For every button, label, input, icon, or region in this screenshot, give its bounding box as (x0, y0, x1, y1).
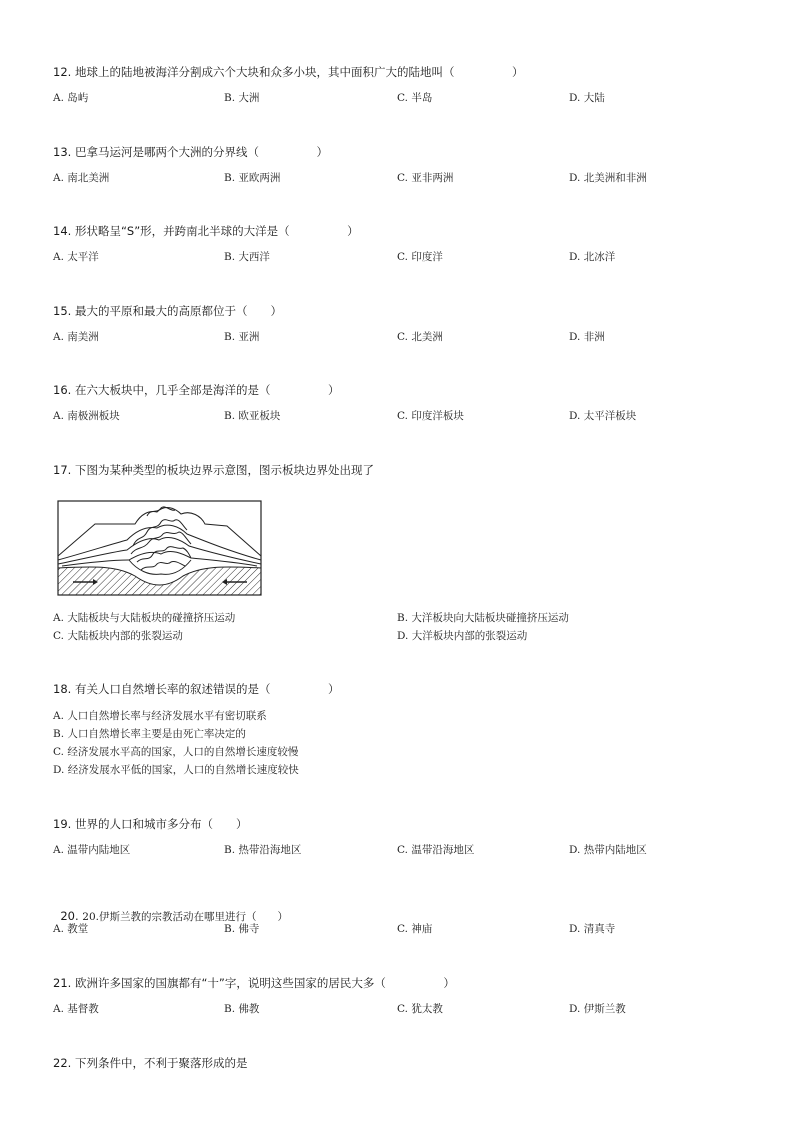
question-17-stem: 17. 下图为某种类型的板块边界示意图，图示板块边界处出现了 (53, 463, 374, 477)
q19-option-d[interactable]: D. 热带内陆地区 (569, 844, 647, 856)
q15-option-c[interactable]: C. 北美洲 (397, 331, 443, 343)
question-22-stem: 22. 下列条件中，不利于聚落形成的是 (53, 1056, 248, 1070)
q17-option-b[interactable]: B. 大洋板块向大陆板块碰撞挤压运动 (397, 612, 569, 624)
q12-option-c[interactable]: C. 半岛 (397, 92, 433, 104)
q18-option-a[interactable]: A. 人口自然增长率与经济发展水平有密切联系 (53, 710, 267, 722)
q20-option-d[interactable]: D. 清真寺 (569, 923, 616, 935)
q19-option-c[interactable]: C. 温带沿海地区 (397, 844, 475, 856)
q17-option-c[interactable]: C. 大陆板块内部的张裂运动 (53, 630, 183, 642)
q13-option-d[interactable]: D. 北美洲和非洲 (569, 172, 647, 184)
q18-option-d[interactable]: D. 经济发展水平低的国家，人口的自然增长速度较快 (53, 764, 299, 776)
q21-option-d[interactable]: D. 伊斯兰教 (569, 1003, 626, 1015)
q18-option-b[interactable]: B. 人口自然增长率主要是由死亡率决定的 (53, 728, 246, 740)
q14-option-d[interactable]: D. 北冰洋 (569, 251, 616, 263)
question-12-stem: 12. 地球上的陆地被海洋分割成六个大块和众多小块，其中面积广大的陆地叫（ ） (53, 65, 524, 79)
q20-option-b[interactable]: B. 佛寺 (224, 923, 260, 935)
q12-option-d[interactable]: D. 大陆 (569, 92, 605, 104)
q17-option-a[interactable]: A. 大陆板块与大陆板块的碰撞挤压运动 (53, 612, 236, 624)
q16-option-b[interactable]: B. 欧亚板块 (224, 410, 281, 422)
q13-option-c[interactable]: C. 亚非两洲 (397, 172, 454, 184)
question-14-stem: 14. 形状略呈“S”形，并跨南北半球的大洋是（ ） (53, 224, 359, 238)
question-21-stem: 21. 欧洲许多国家的国旗都有“十”字，说明这些国家的居民大多（ ） (53, 976, 455, 990)
question-20-text: 20.伊斯兰教的宗教活动在哪里进行（ ） (82, 911, 288, 923)
q12-option-b[interactable]: B. 大洲 (224, 92, 260, 104)
q21-option-a[interactable]: A. 基督教 (53, 1003, 99, 1015)
q14-option-c[interactable]: C. 印度洋 (397, 251, 443, 263)
q21-option-b[interactable]: B. 佛教 (224, 1003, 260, 1015)
plate-boundary-diagram (57, 500, 262, 596)
q16-option-d[interactable]: D. 太平洋板块 (569, 410, 637, 422)
q13-option-b[interactable]: B. 亚欧两洲 (224, 172, 281, 184)
question-20-number: 20. (60, 909, 83, 923)
question-18-stem: 18. 有关人口自然增长率的叙述错误的是（ ） (53, 682, 340, 696)
q16-option-a[interactable]: A. 南极洲板块 (53, 410, 120, 422)
q13-option-a[interactable]: A. 南北美洲 (53, 172, 110, 184)
q20-option-a[interactable]: A. 教堂 (53, 923, 89, 935)
q14-option-a[interactable]: A. 太平洋 (53, 251, 99, 263)
question-16-stem: 16. 在六大板块中，几乎全部是海洋的是（ ） (53, 383, 340, 397)
q19-option-a[interactable]: A. 温带内陆地区 (53, 844, 131, 856)
q21-option-c[interactable]: C. 犹太教 (397, 1003, 443, 1015)
q19-option-b[interactable]: B. 热带沿海地区 (224, 844, 302, 856)
q18-option-c[interactable]: C. 经济发展水平高的国家，人口的自然增长速度较慢 (53, 746, 299, 758)
q17-option-d[interactable]: D. 大洋板块内部的张裂运动 (397, 630, 528, 642)
q15-option-b[interactable]: B. 亚洲 (224, 331, 260, 343)
q14-option-b[interactable]: B. 大西洋 (224, 251, 270, 263)
q12-option-a[interactable]: A. 岛屿 (53, 92, 89, 104)
q15-option-a[interactable]: A. 南美洲 (53, 331, 99, 343)
q20-option-c[interactable]: C. 神庙 (397, 923, 433, 935)
question-19-stem: 19. 世界的人口和城市多分布（ ） (53, 817, 248, 831)
q16-option-c[interactable]: C. 印度洋板块 (397, 410, 464, 422)
question-20-stem (53, 895, 288, 924)
q15-option-d[interactable]: D. 非洲 (569, 331, 605, 343)
question-15-stem: 15. 最大的平原和最大的高原都位于（ ） (53, 304, 282, 318)
question-13-stem: 13. 巴拿马运河是哪两个大洲的分界线（ ） (53, 145, 328, 159)
